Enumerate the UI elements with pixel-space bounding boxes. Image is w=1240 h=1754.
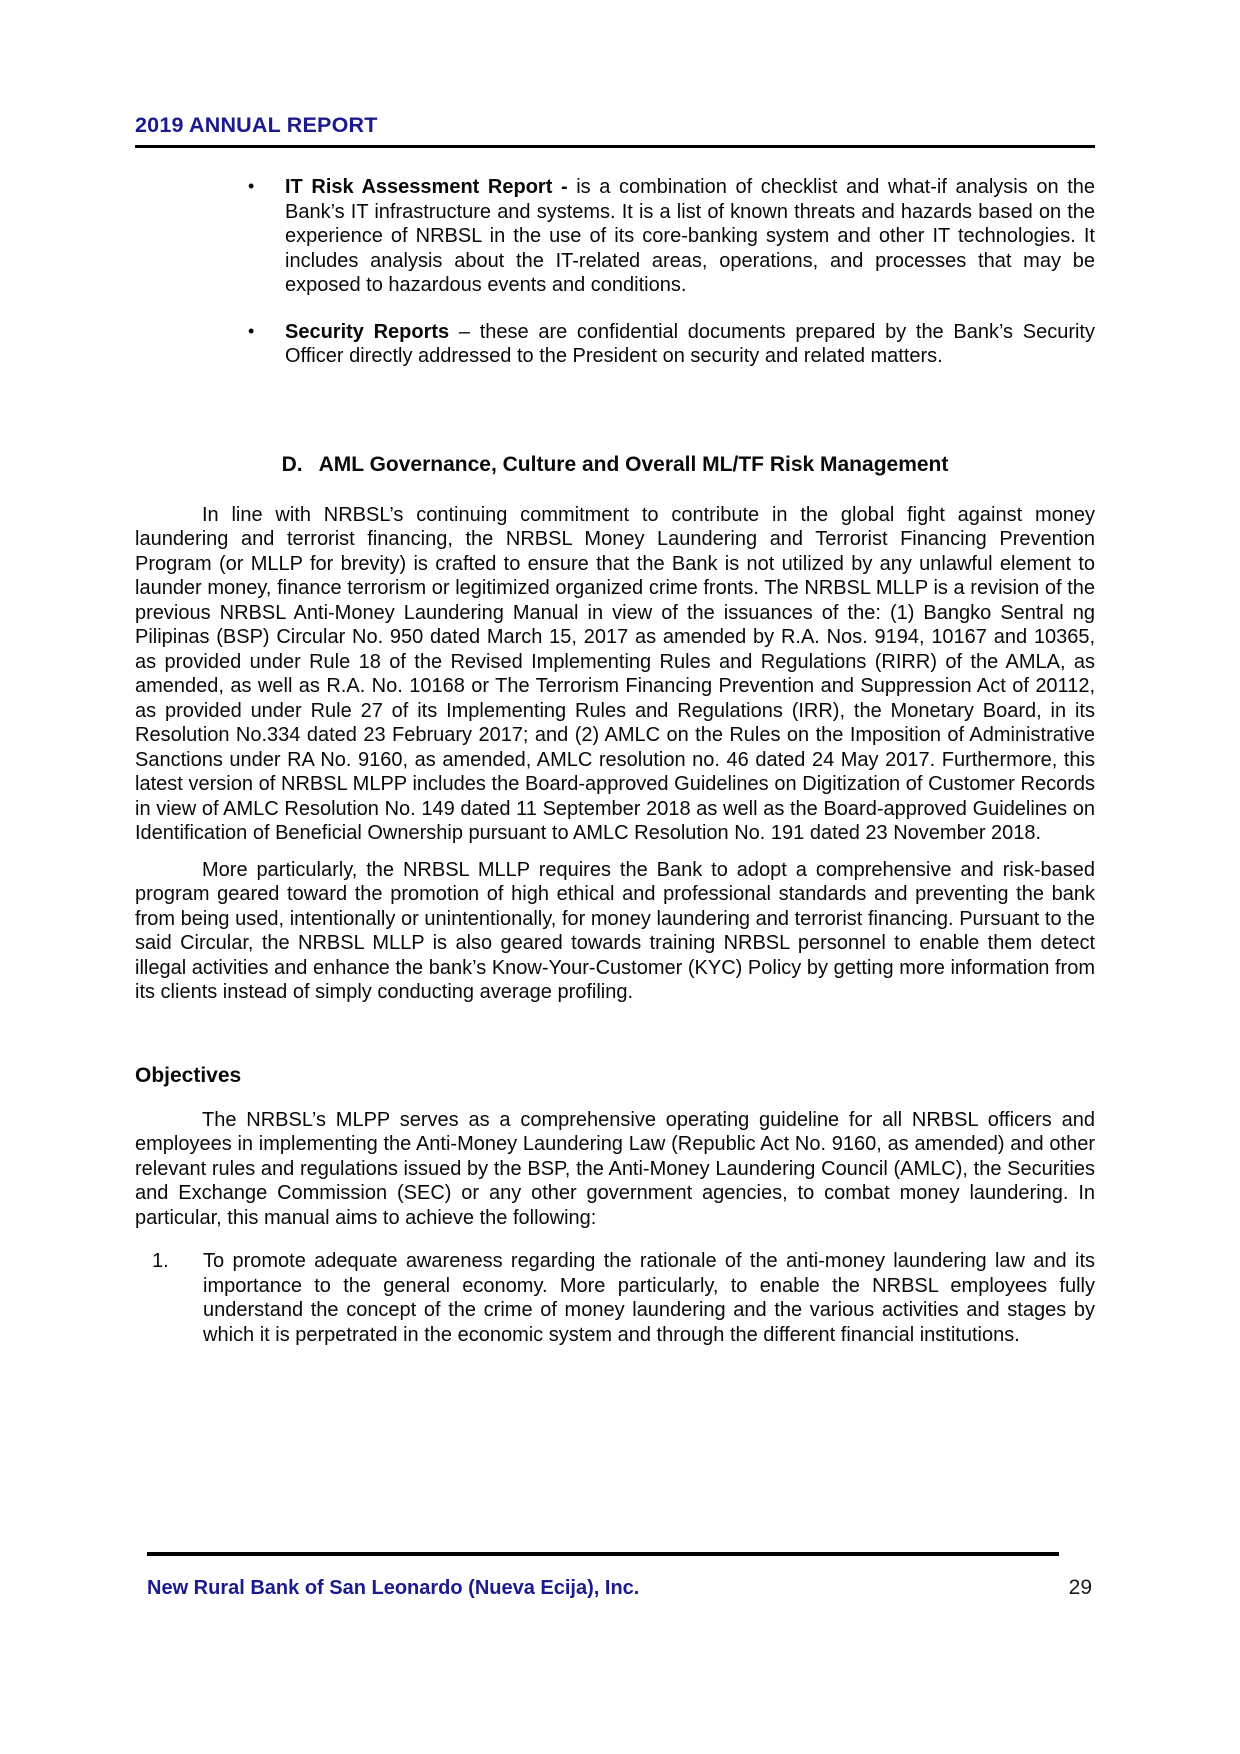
page-footer bbox=[147, 1552, 1092, 1601]
objective-text: To promote adequate awareness regarding the rationale of the anti-money laundering law and its importance to the general economy. More particularly, to enable the NRBSL employees fully understand the concept of the crime of money laundering and the various activities and stages by which it is perpetrated in the economic system and through the different financial institutions. bbox=[203, 1250, 1095, 1346]
bullet-text: – these are confidential documents prepared by the Bank’s Security Officer directly addressed to the President on security and related matters. bbox=[285, 320, 1095, 367]
bullet-item-security-reports bbox=[135, 320, 1095, 369]
page-content bbox=[135, 0, 1095, 1347]
body-paragraph-mllp-overview: In line with NRBSL’s continuing commitment to contribute in the global fight against money laundering and terrorist financing, the NRBSL Money Laundering and Terrorist Financing Prevention Program (or MLLP for brevity) is crafted to ensure that the Bank is not utilized by any unlawful element to launder money, finance terrorism or legitimized organized crime fronts. The NRBSL MLLP is a revision of the previous NRBSL Anti-Money Laundering Manual in view of the issuances of the: (1) Bangko Sentral ng Pilipinas (BSP) Circular No. 950 dated March 15, 2017 as amended by R.A. Nos. 9194, 10167 and 10365, as provided under Rule 18 of the Revised Implementing Rules and Regulations (RIRR) of the AMLA, as amended, as well as R.A. No. 10168 or The Terrorism Financing Prevention and Suppression Act of 20112, as provided under Rule 27 of its Implementing Rules and Regulations (IRR), the Monetary Board, in its Resolution No.334 dated 23 February 2017; and (2) AMLC on the Rules on the Imposition of Administrative Sanctions under RA No. 9160, as amended, AMLC resolution no. 46 dated 24 May 2017. Furthermore, this latest version of NRBSL MLPP includes the Board-approved Guidelines on Digitization of Customer Records in view of AMLC Resolution No. 149 dated 11 September 2018 as well as the Board-approved Guidelines on Identification of Beneficial Ownership pursuant to AMLC Resolution No. 191 dated 23 November 2018. bbox=[135, 503, 1095, 844]
bullet-icon: • bbox=[248, 176, 255, 196]
bullet-lead: IT Risk Assessment Report - bbox=[285, 176, 568, 198]
objective-item-1 bbox=[135, 1249, 1095, 1347]
objectives-intro-paragraph: The NRBSL’s MLPP serves as a comprehensive operating guideline for all NRBSL officers and employees in implementing the Anti-Money Laundering Law (Republic Act No. 9160, as amended) and other relevant rules and regulations issued by the BSP, the Anti-Money Laundering Council (AMLC), the Securities and Exchange Commission (SEC) or any other government agencies, to combat money laundering. In particular, this manual aims to achieve the following: bbox=[135, 1108, 1095, 1229]
section-title: AML Governance, Culture and Overall ML/TF Risk Management bbox=[318, 452, 949, 476]
page-header bbox=[135, 112, 1095, 148]
body-paragraph-mllp-program: More particularly, the NRBSL MLLP requires the Bank to adopt a comprehensive and risk-based program geared toward the promotion of high ethical and professional standards and preventing the bank from being used, intentionally or unintentionally, for money laundering and terrorist financing. Pursuant to the said Circular, the NRBSL MLLP is also geared towards training NRBSL personnel to enable them detect illegal activities and enhance the bank’s Know-Your-Customer (KYC) Policy by getting more information from its clients instead of simply conducting average profiling. bbox=[135, 858, 1095, 1003]
report-title: 2019 ANNUAL REPORT bbox=[135, 113, 378, 137]
header-divider bbox=[135, 145, 1095, 148]
footer-bank-name: New Rural Bank of San Leonardo (Nueva Ecija), Inc. bbox=[147, 1577, 640, 1599]
footer-page-number: 29 bbox=[1068, 1576, 1092, 1599]
bullet-item-it-risk bbox=[135, 175, 1095, 298]
section-heading bbox=[135, 452, 1095, 477]
footer-row bbox=[147, 1576, 1092, 1601]
objectives-heading: Objectives bbox=[135, 1063, 242, 1087]
objectives-list bbox=[135, 1249, 1095, 1347]
bullet-text: is a combination of checklist and what-if analysis on the Bank’s IT infrastructure and systems. It is a list of known threats and hazards based on the experience of NRBSL in the use of its core-banking system and other IT technologies. It includes analysis about the IT-related areas, operations, and processes that may be exposed to hazardous events and conditions. bbox=[285, 176, 1095, 296]
footer-divider bbox=[147, 1552, 1059, 1556]
report-bullet-list bbox=[135, 175, 1095, 369]
bullet-icon: • bbox=[248, 320, 255, 341]
bullet-lead: Security Reports bbox=[285, 320, 450, 343]
objective-number: 1. bbox=[152, 1250, 169, 1272]
section-letter: D. bbox=[281, 452, 303, 476]
